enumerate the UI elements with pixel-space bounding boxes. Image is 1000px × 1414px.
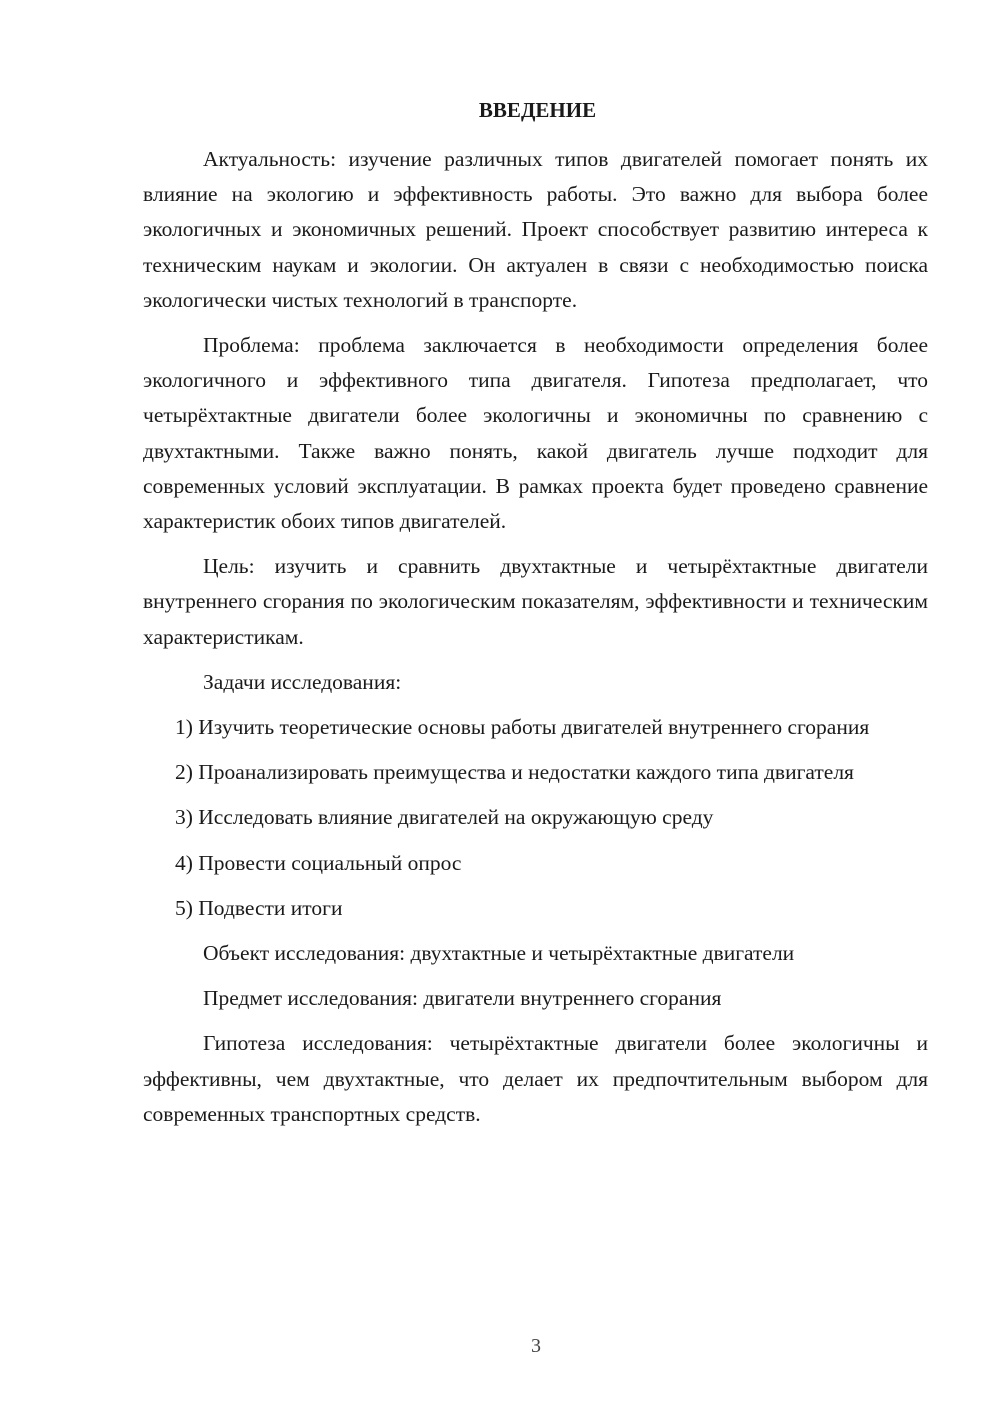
goal-paragraph: Цель: изучить и сравнить двухтактные и четырёхтактные двигатели внутреннего сгорания по экологическим показателям, эффективности и техническим характеристикам. — [143, 554, 928, 649]
problem-paragraph: Проблема: проблема заключается в необходимости определения более экологичного и эффективного типа двигателя. Гипотеза предполагает, что четырёхтактные двигатели более экологичны и экономичны по сравнению с двухтактными. Также важно понять, какой двигатель лучше подходит для современных условий эксплуатации. В рамках проекта будет проведено сравнение характеристик обоих типов двигателей. — [143, 333, 928, 534]
tasks-heading: Задачи исследования: — [203, 669, 402, 694]
task-item-5: 5) Подвести итоги — [175, 895, 343, 920]
task-item-1: 1) Изучить теоретические основы работы двигателей внутреннего сгорания — [175, 715, 870, 740]
relevance-paragraph: Актуальность: изучение различных типов двигателей помогает понять их влияние на экологию и эффективность работы. Это важно для выбора более экологичных и экономичных решений. Проект способствует развитию интереса к техническим наукам и экологии. Он актуален в связи с необходимостью поиска экологически чистых технологий в транспорте. — [143, 147, 928, 312]
task-item-4: 4) Провести социальный опрос — [175, 850, 462, 875]
research-subject: Предмет исследования: двигатели внутреннего сгорания — [203, 986, 722, 1011]
task-item-3: 3) Исследовать влияние двигателей на окружающую среду — [175, 805, 714, 830]
task-item-2: 2) Проанализировать преимущества и недостатки каждого типа двигателя — [175, 760, 854, 785]
research-object: Объект исследования: двухтактные и четырёхтактные двигатели — [203, 941, 795, 966]
page-number: 3 — [531, 1335, 541, 1357]
page-title: ВВЕДЕНИЕ — [478, 98, 597, 122]
page-content — [143, 93, 928, 1142]
research-hypothesis: Гипотеза исследования: четырёхтактные двигатели более экологичны и эффективны, чем двухтактные, что делает их предпочтительным выбором для современных транспортных средств. — [143, 1031, 928, 1126]
